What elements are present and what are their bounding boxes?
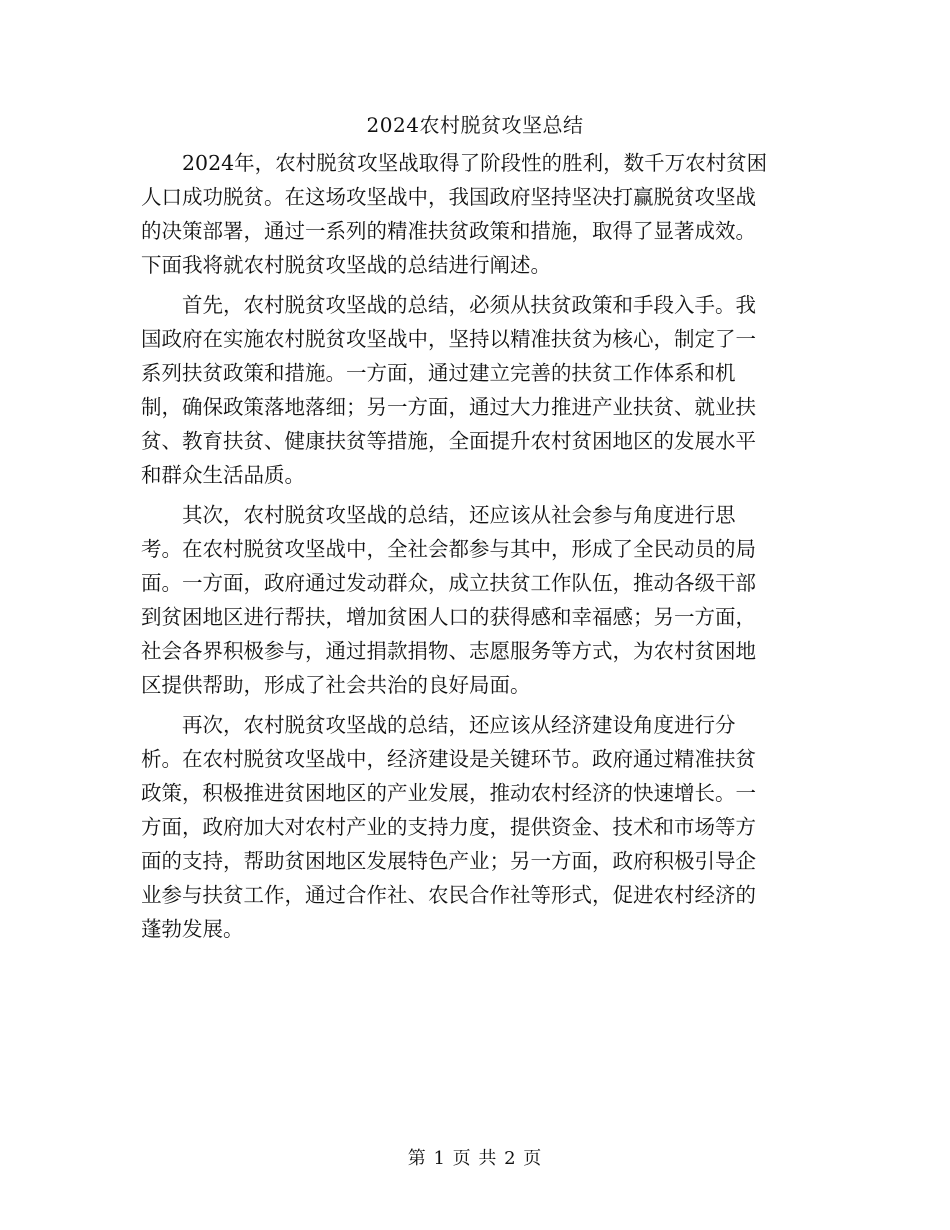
paragraph-2-line-1: 首先，农村脱贫攻坚战的总结，必须从扶贫政策和手段入手。我 [182, 293, 756, 317]
paragraph-2-line-4: 制，确保政策落地落细；另一方面，通过大力推进产业扶贫、就业扶 [141, 395, 756, 419]
paragraph-3-line-5: 社会各界积极参与，通过捐款捐物、志愿服务等方式，为农村贫困地 [141, 639, 756, 663]
paragraph-1 [141, 146, 807, 282]
paragraph-3-line-4: 到贫困地区进行帮扶，增加贫困人口的获得感和幸福感；另一方面， [141, 605, 756, 629]
paragraph-1-line-1: 2024年，农村脱贫攻坚战取得了阶段性的胜利，数千万农村贫困 [182, 151, 768, 175]
paragraph-4-line-1: 再次，农村脱贫攻坚战的总结，还应该从经济建设角度进行分 [182, 713, 736, 737]
paragraph-2-line-5: 贫、教育扶贫、健康扶贫等措施，全面提升农村贫困地区的发展水平 [141, 429, 756, 453]
paragraph-1-line-2: 人口成功脱贫。在这场攻坚战中，我国政府坚持坚决打赢脱贫攻坚战 [141, 185, 756, 209]
paragraph-3-line-1: 其次，农村脱贫攻坚战的总结，还应该从社会参与角度进行思 [182, 503, 736, 527]
paragraph-4-line-4: 方面，政府加大对农村产业的支持力度，提供资金、技术和市场等方 [141, 815, 756, 839]
paragraph-3-line-3: 面。一方面，政府通过发动群众，成立扶贫工作队伍，推动各级干部 [141, 571, 756, 595]
page-footer: 第 1 页 共 2 页 [407, 1148, 543, 1169]
paragraph-2-line-3: 系列扶贫政策和措施。一方面，通过建立完善的扶贫工作体系和机 [141, 361, 736, 385]
document-title: 2024农村脱贫攻坚总结 [366, 113, 584, 137]
paragraph-3 [141, 498, 807, 702]
paragraph-4-line-7: 蓬勃发展。 [141, 917, 244, 941]
paragraph-2 [141, 288, 807, 492]
paragraph-3-line-6: 区提供帮助，形成了社会共治的良好局面。 [141, 673, 531, 697]
paragraph-3-line-2: 考。在农村脱贫攻坚战中，全社会都参与其中，形成了全民动员的局 [141, 537, 756, 561]
paragraph-4-line-2: 析。在农村脱贫攻坚战中，经济建设是关键环节。政府通过精准扶贫 [141, 747, 756, 771]
paragraph-4-line-6: 业参与扶贫工作，通过合作社、农民合作社等形式，促进农村经济的 [141, 883, 756, 907]
paragraph-2-line-2: 国政府在实施农村脱贫攻坚战中，坚持以精准扶贫为核心，制定了一 [141, 327, 756, 351]
paragraph-4-line-5: 面的支持，帮助贫困地区发展特色产业；另一方面，政府积极引导企 [141, 849, 756, 873]
paragraph-2-line-6: 和群众生活品质。 [141, 463, 305, 487]
document-body [141, 146, 807, 946]
paragraph-1-line-3: 的决策部署，通过一系列的精准扶贫政策和措施，取得了显著成效。 [141, 219, 756, 243]
paragraph-4-line-3: 政策，积极推进贫困地区的产业发展，推动农村经济的快速增长。一 [141, 781, 756, 805]
paragraph-1-line-4: 下面我将就农村脱贫攻坚战的总结进行阐述。 [141, 253, 551, 277]
paragraph-4 [141, 708, 807, 946]
